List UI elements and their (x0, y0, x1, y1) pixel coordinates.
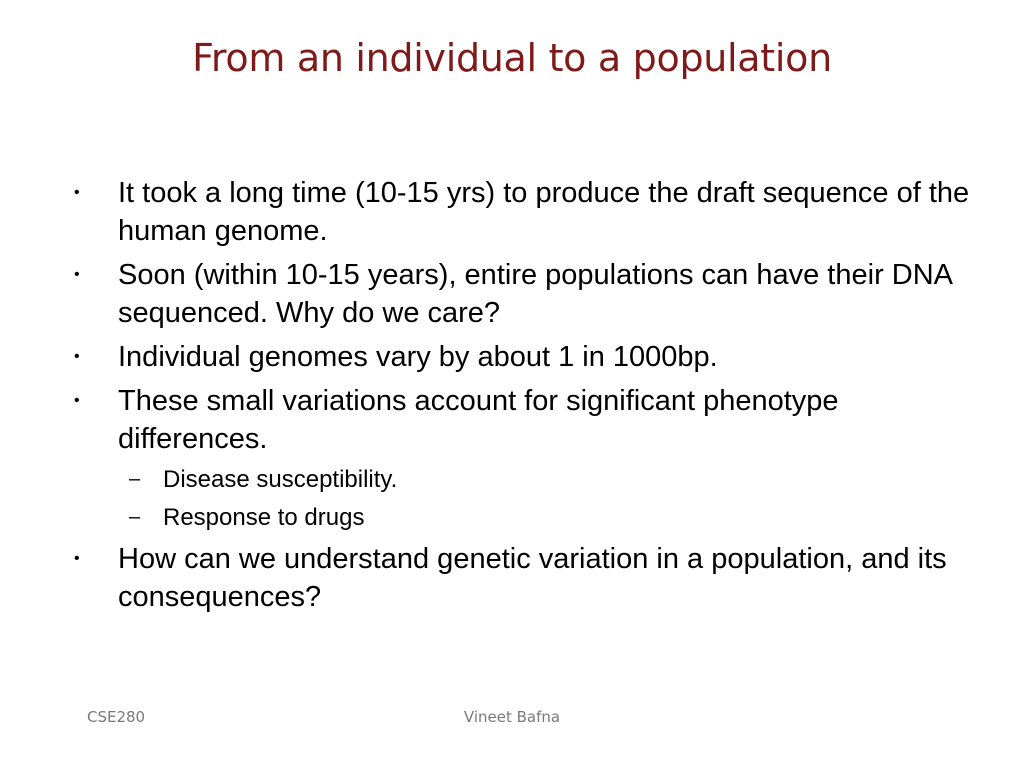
bullet-dot-icon: • (74, 550, 80, 567)
slide-title: From an individual to a population (192, 36, 832, 80)
footer-author: Vineet Bafna (463, 708, 561, 726)
bullet-item (74, 256, 974, 332)
bullet-dot-icon: • (74, 184, 80, 201)
bullet-text: Soon (within 10-15 years), entire populations can have their DNA sequenced. Why do we care? (118, 259, 952, 329)
bullet-text: How can we understand genetic variation in a population, and its consequences? (118, 543, 947, 613)
bullet-dot-icon: • (74, 266, 80, 283)
footer-course: CSE280 (87, 708, 146, 726)
bullet-dot-icon: • (74, 392, 80, 409)
dash-icon: – (129, 468, 141, 490)
sub-bullet-item (74, 464, 974, 495)
bullet-text: These small variations account for significant phenotype differences. (118, 385, 839, 455)
dash-icon: – (129, 506, 141, 528)
bullet-item (74, 338, 974, 376)
bullet-text: It took a long time (10-15 yrs) to produce the draft sequence of the human genome. (118, 177, 970, 247)
bullet-item (74, 540, 974, 616)
bullet-item (74, 174, 974, 250)
sub-bullet-text: Disease susceptibility. (163, 466, 398, 493)
sub-bullet-text: Response to drugs (163, 504, 365, 531)
sub-bullet-item (74, 502, 974, 533)
bullet-list (74, 174, 974, 622)
bullet-text: Individual genomes vary by about 1 in 1000bp. (118, 341, 718, 373)
bullet-item (74, 382, 974, 458)
bullet-dot-icon: • (74, 348, 80, 365)
